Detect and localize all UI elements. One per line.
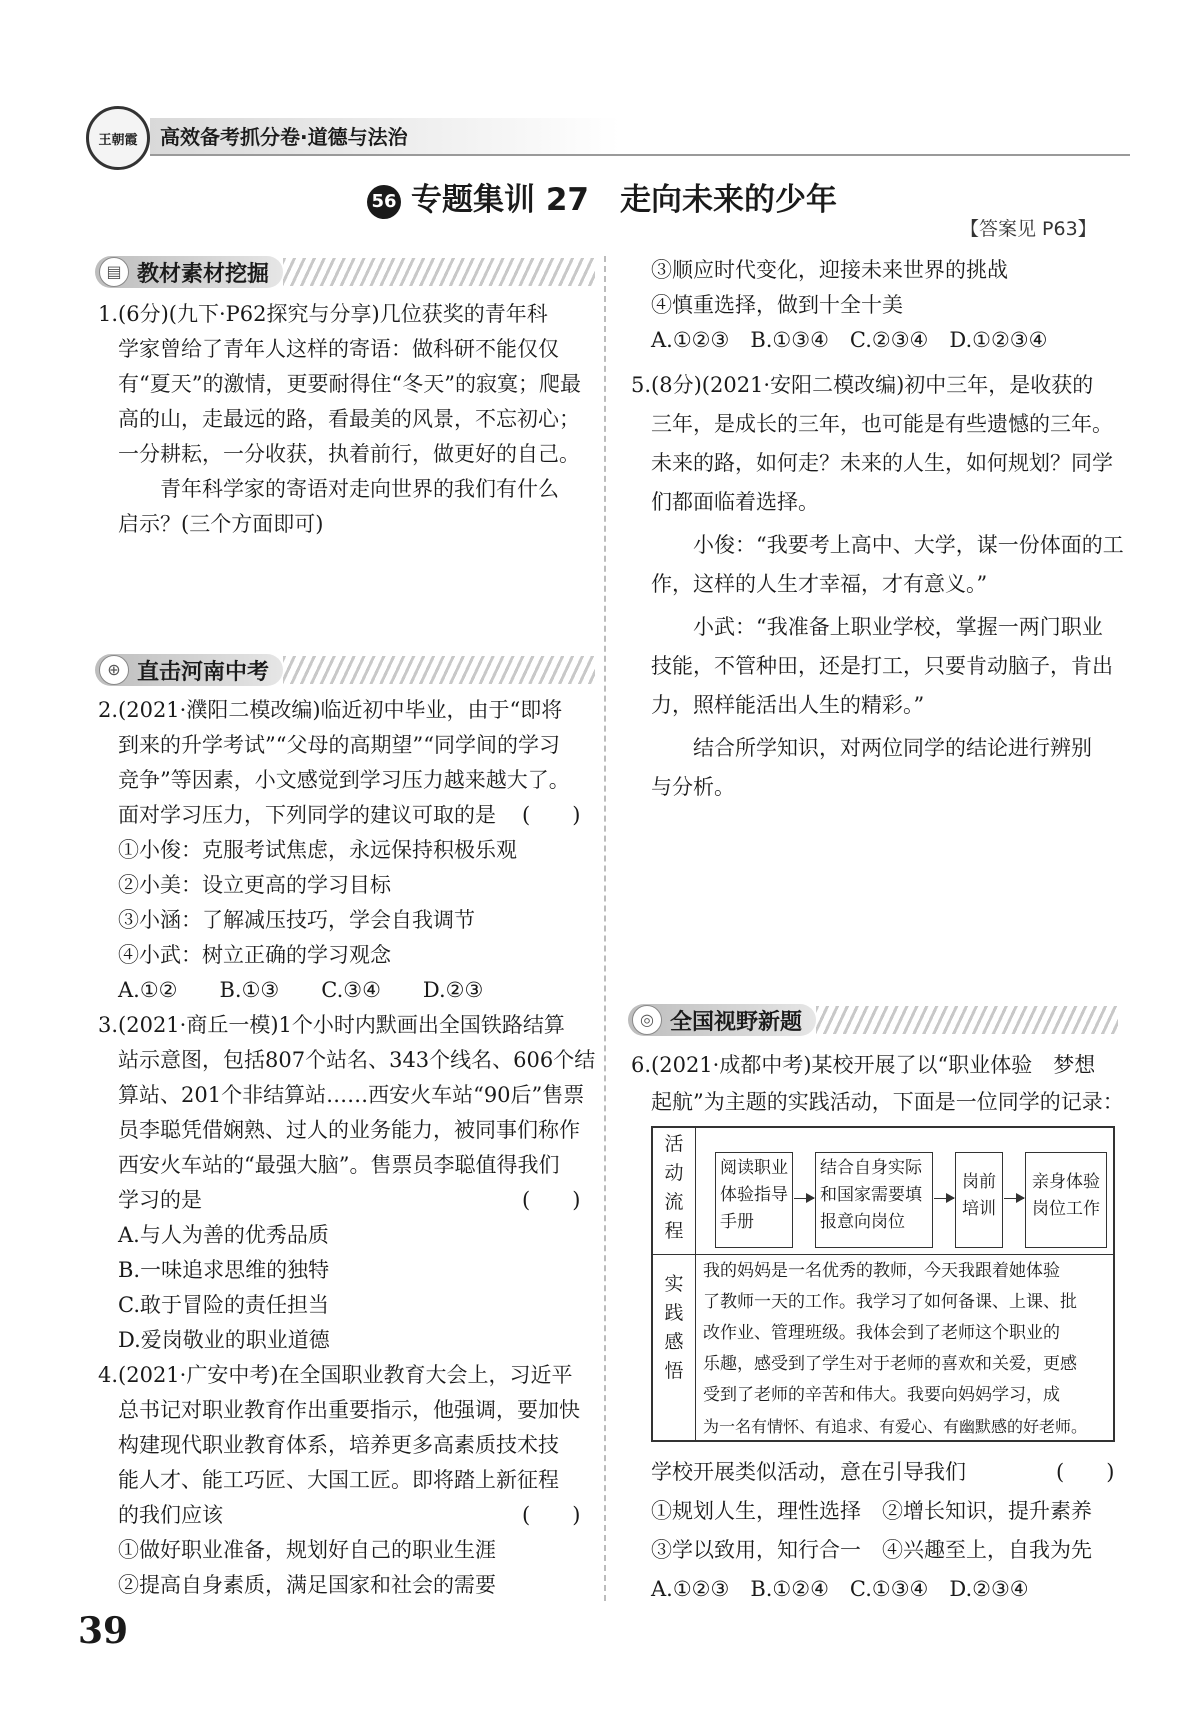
q5-line: 作，这样的人生才幸福，才有意义。” (651, 572, 988, 596)
q5-line: 与分析。 (651, 775, 735, 799)
q1-line: 启示？(三个方面即可) (118, 512, 324, 536)
q3-line: 西安火车站的“最强大脑”。售票员李聪值得我们 (118, 1153, 560, 1177)
target-icon: ⊕ (99, 655, 129, 685)
q1-line: 有“夏天”的激情，更要耐得住“冬天”的寂寞；爬最 (118, 372, 581, 396)
q4-option: ④慎重选择，做到十全十美 (651, 293, 903, 317)
section-banner-national (628, 1002, 1118, 1038)
q3-option: C.敢于冒险的责任担当 (118, 1293, 329, 1317)
row-header-char: 流 (664, 1191, 684, 1213)
q4-line: 能人才、能工巧匠、大国工匠。即将踏上新征程 (118, 1468, 559, 1492)
q5-line: 结合所学知识，对两位同学的结论进行辨别 (651, 736, 1092, 760)
column-divider (604, 256, 606, 1601)
q3-option: B.一味追求思维的独特 (118, 1258, 330, 1282)
q3-option: A.与人为善的优秀品质 (118, 1223, 329, 1247)
q5-line: 们都面临着选择。 (651, 490, 819, 514)
row-header-char: 动 (664, 1162, 684, 1184)
flow-step-text: 亲身体验 (1032, 1172, 1100, 1192)
q2-option: ①小俊：克服考试焦虑，永远保持积极乐观 (118, 838, 517, 862)
q1-line: 一分耕耘，一分收获，执着前行，做更好的自己。 (118, 442, 580, 466)
flow-step-choose-post (815, 1152, 933, 1248)
reflection-line: 了教师一天的工作。我学习了如何备课、上课、批 (703, 1292, 1077, 1312)
q6-choices: A.①②③ B.①②④ C.①③④ D.②③④ (651, 1577, 1029, 1601)
answer-reference: 【答案见 P63】 (960, 218, 1097, 240)
row-header-char: 活 (664, 1133, 684, 1155)
logo-text: 王朝霞 (98, 132, 138, 148)
q3-line: 员李聪凭借娴熟、过人的业务能力，被同事们称作 (118, 1118, 580, 1142)
q5-line: 小武：“我准备上职业学校，掌握一两门职业 (651, 615, 1103, 639)
reflection-line: 为一名有情怀、有追求、有爱心、有幽默感的好老师。 (703, 1417, 1088, 1436)
page-title-text: 专题集训 27 走向未来的少年 (411, 182, 837, 218)
answer-paren: ( ) (1056, 1460, 1115, 1484)
flow-step-text: 阅读职业 (720, 1158, 788, 1178)
q4-option: ③顺应时代变化，迎接未来世界的挑战 (651, 258, 1008, 282)
q2-option: ④小武：树立正确的学习观念 (118, 943, 391, 967)
flow-step-text: 岗前 (962, 1172, 996, 1192)
banner-hatch (816, 1006, 1118, 1034)
section-title: 教材素材挖掘 (137, 261, 270, 287)
q3-line: 算站、201个非结算站……西安火车站“90后”售票 (118, 1083, 585, 1107)
q5-line: 力，照样能活出人生的精彩。” (651, 693, 925, 717)
q4-line: 构建现代职业教育体系，培养更多高素质技术技 (118, 1433, 559, 1457)
q4-choices: A.①②③ B.①③④ C.②③④ D.①②③④ (651, 328, 1048, 352)
header-rule (150, 154, 1130, 156)
flow-step-text: 手册 (720, 1212, 754, 1232)
q3-line: 3.(2021·商丘一模)1个小时内默画出全国铁路结算 (98, 1013, 565, 1037)
q5-line: 三年，是成长的三年，也可能是有些遗憾的三年。 (651, 412, 1113, 436)
section-title: 全国视野新题 (670, 1009, 803, 1035)
q1-line: 高的山，走最远的路，看最美的风景，不忘初心； (118, 407, 580, 431)
reflection-line: 我的妈妈是一名优秀的教师，今天我跟着她体验 (703, 1261, 1060, 1281)
flow-arrow (1004, 1198, 1024, 1199)
flow-step-text: 培训 (962, 1199, 996, 1219)
answer-paren: ( ) (522, 803, 581, 827)
section-title: 直击河南中考 (137, 659, 270, 685)
page-number: 39 (78, 1610, 129, 1652)
page-title (0, 174, 1204, 219)
flow-step-text: 和国家需要填 (820, 1185, 922, 1205)
flow-step-text: 岗位工作 (1032, 1199, 1100, 1219)
q6-option: ①规划人生，理性选择 ②增长知识，提升素养 (651, 1499, 1092, 1523)
row-header-char: 实 (664, 1273, 684, 1295)
row-header-char: 感 (664, 1331, 684, 1353)
q2-line: 2.(2021·濮阳二模改编)临近初中毕业，由于“即将 (98, 698, 563, 722)
q2-choices: A.①② B.①③ C.③④ D.②③ (118, 978, 484, 1002)
q2-line: 到来的升学考试”“父母的高期望”“同学间的学习 (118, 733, 560, 757)
activity-record-table (651, 1126, 1115, 1442)
flow-step-experience (1025, 1152, 1107, 1248)
q2-line: 竞争”等因素，小文感觉到学习压力越来越大了。 (118, 768, 570, 792)
q5-line: 小俊：“我要考上高中、大学，谋一份体面的工 (651, 533, 1124, 557)
q6-option: ③学以致用，知行合一 ④兴趣至上，自我为先 (651, 1538, 1092, 1562)
q5-line: 技能，不管种田，还是打工，只要肯动脑子，肯出 (651, 654, 1113, 678)
section-banner-textbook (95, 254, 595, 290)
q4-line: 总书记对职业教育作出重要指示，他强调，要加快 (118, 1398, 580, 1422)
q1-line: 1.(6分)(九下·P62探究与分享)几位获奖的青年科 (98, 302, 548, 326)
row-header-char: 程 (664, 1220, 684, 1242)
banner-hatch (283, 258, 595, 286)
topic-number-badge: 56 (367, 185, 401, 219)
q2-line: 面对学习压力，下列同学的建议可取的是 (118, 803, 496, 827)
flow-step-read-handbook (715, 1152, 793, 1248)
banner-hatch (283, 656, 595, 684)
q6-line: 6.(2021·成都中考)某校开展了以“职业体验 梦想 (631, 1053, 1096, 1077)
flow-step-text: 结合自身实际 (820, 1158, 922, 1178)
answer-paren: ( ) (522, 1503, 581, 1527)
flow-arrow (794, 1198, 814, 1199)
q3-line: 站示意图，包括807个站名、343个线名、606个结 (118, 1048, 596, 1072)
book-icon: ▤ (99, 257, 129, 287)
q4-line: 的我们应该 (118, 1503, 223, 1527)
q5-line: 未来的路，如何走？未来的人生，如何规划？同学 (651, 451, 1113, 475)
q4-option: ②提高自身素质，满足国家和社会的需要 (118, 1573, 496, 1597)
answer-paren: ( ) (522, 1188, 581, 1212)
q2-option: ②小美：设立更高的学习目标 (118, 873, 391, 897)
q3-option: D.爱岗敬业的职业道德 (118, 1328, 330, 1352)
q3-line: 学习的是 (118, 1188, 202, 1212)
flow-step-text: 报意向岗位 (820, 1212, 905, 1232)
q1-line: 学家曾给了青年人这样的寄语：做科研不能仅仅 (118, 337, 559, 361)
series-title: 高效备考抓分卷·道德与法治 (160, 125, 408, 149)
row-header-process (653, 1130, 695, 1246)
q1-line: 青年科学家的寄语对走向世界的我们有什么 (118, 477, 559, 501)
flow-arrow (934, 1198, 954, 1199)
reflection-line: 乐趣，感受到了学生对于老师的喜欢和关爱，更感 (703, 1354, 1077, 1374)
reflection-line: 改作业、管理班级。我体会到了老师这个职业的 (703, 1323, 1060, 1343)
section-banner-henan (95, 652, 595, 688)
eye-icon: ◎ (632, 1005, 662, 1035)
row-header-char: 悟 (664, 1360, 684, 1382)
flow-step-training (955, 1152, 1003, 1248)
row-header-char: 践 (664, 1302, 684, 1324)
flow-step-text: 体验指导 (720, 1185, 788, 1205)
q6-line: 起航”为主题的实践活动，下面是一位同学的记录： (651, 1090, 1124, 1114)
q4-option: ①做好职业准备，规划好自己的职业生涯 (118, 1538, 496, 1562)
row-header-reflection (653, 1270, 695, 1386)
reflection-line: 受到了老师的辛苦和伟大。我要向妈妈学习，成 (703, 1385, 1060, 1405)
q6-line: 学校开展类似活动，意在引导我们 (651, 1460, 966, 1484)
q5-line: 5.(8分)(2021·安阳二模改编)初中三年，是收获的 (631, 373, 1094, 397)
publisher-logo (86, 106, 150, 170)
q2-option: ③小涵：了解减压技巧，学会自我调节 (118, 908, 475, 932)
table-column-divider (695, 1128, 696, 1440)
q4-line: 4.(2021·广安中考)在全国职业教育大会上，习近平 (98, 1363, 573, 1387)
